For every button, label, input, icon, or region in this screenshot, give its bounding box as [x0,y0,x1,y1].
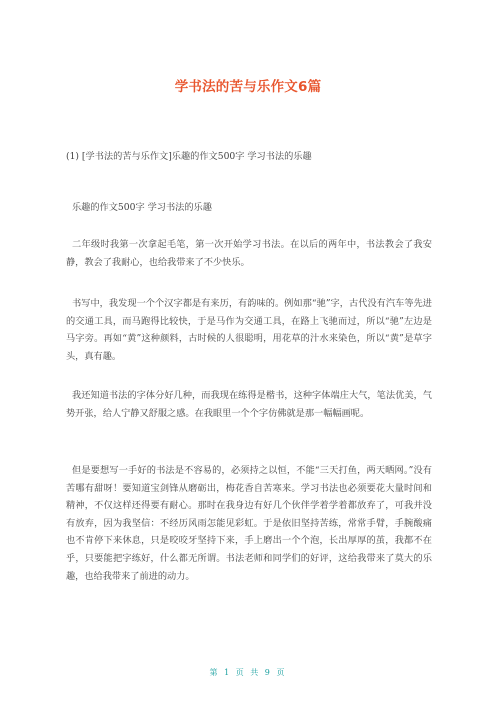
essay-subtitle: 乐趣的作文500字 学习书法的乐趣 [72,202,212,213]
paragraph-4: 但是要想写一手好的书法是不容易的，必须持之以恒，不能“三天打鱼，两天晒网。”没有苦哪有甜呀！要知道宝剑锋从磨砺出，梅花香自苦寒来。学习书法也必须要花大量时间和精神，不仅这样还得要有耐心。那时在我身边有好几个伙伴学着学着都放弃了，可我并没有放弃，因为我坚信：不经历风雨怎能见彩虹。于是依旧坚持苦练，常常手臂，手腕酸痛也不肯停下来休息，只是咬咬牙坚持下来，手上磨出一个个泡，长出厚厚的茧，我都不在乎，只要能把字练好，什么都无所谓。书法老师和同学们的好评，这给我带来了莫大的乐趣，也给我带来了前进的动力。 [66,465,432,582]
section-heading: (1) [学书法的苦与乐作文]乐趣的作文500字 学习书法的乐趣 [66,151,312,162]
paragraph-2: 书写中，我发现一个个汉字都是有来历，有韵味的。例如那“驰”字，古代没有汽车等先进的交通工具，而马跑得比较快，于是马作为交通工具，在路上飞驰而过，所以“驰”左边是马字旁。再如“黄”这种颜料，古时候的人很聪明，用花草的汁水来染色，所以“黄”是草字头，真有趣。 [66,298,432,362]
paragraph-1: 二年级时我第一次拿起毛笔，第一次开始学习书法。在以后的两年中，书法教会了我安静，教会了我耐心，也给我带来了不少快乐。 [66,239,432,268]
paragraph-3: 我还知道书法的字体分好几种，而我现在练得是楷书，这种字体端庄大气，笔法优美，气势开张，给人宁静又舒服之感。在我眼里一个个字仿佛就是那一幅幅画呢。 [66,390,432,419]
page-number-footer: 第 1 页 共 9 页 [209,668,287,677]
document-title: 学书法的苦与乐作文6篇 [174,79,322,95]
